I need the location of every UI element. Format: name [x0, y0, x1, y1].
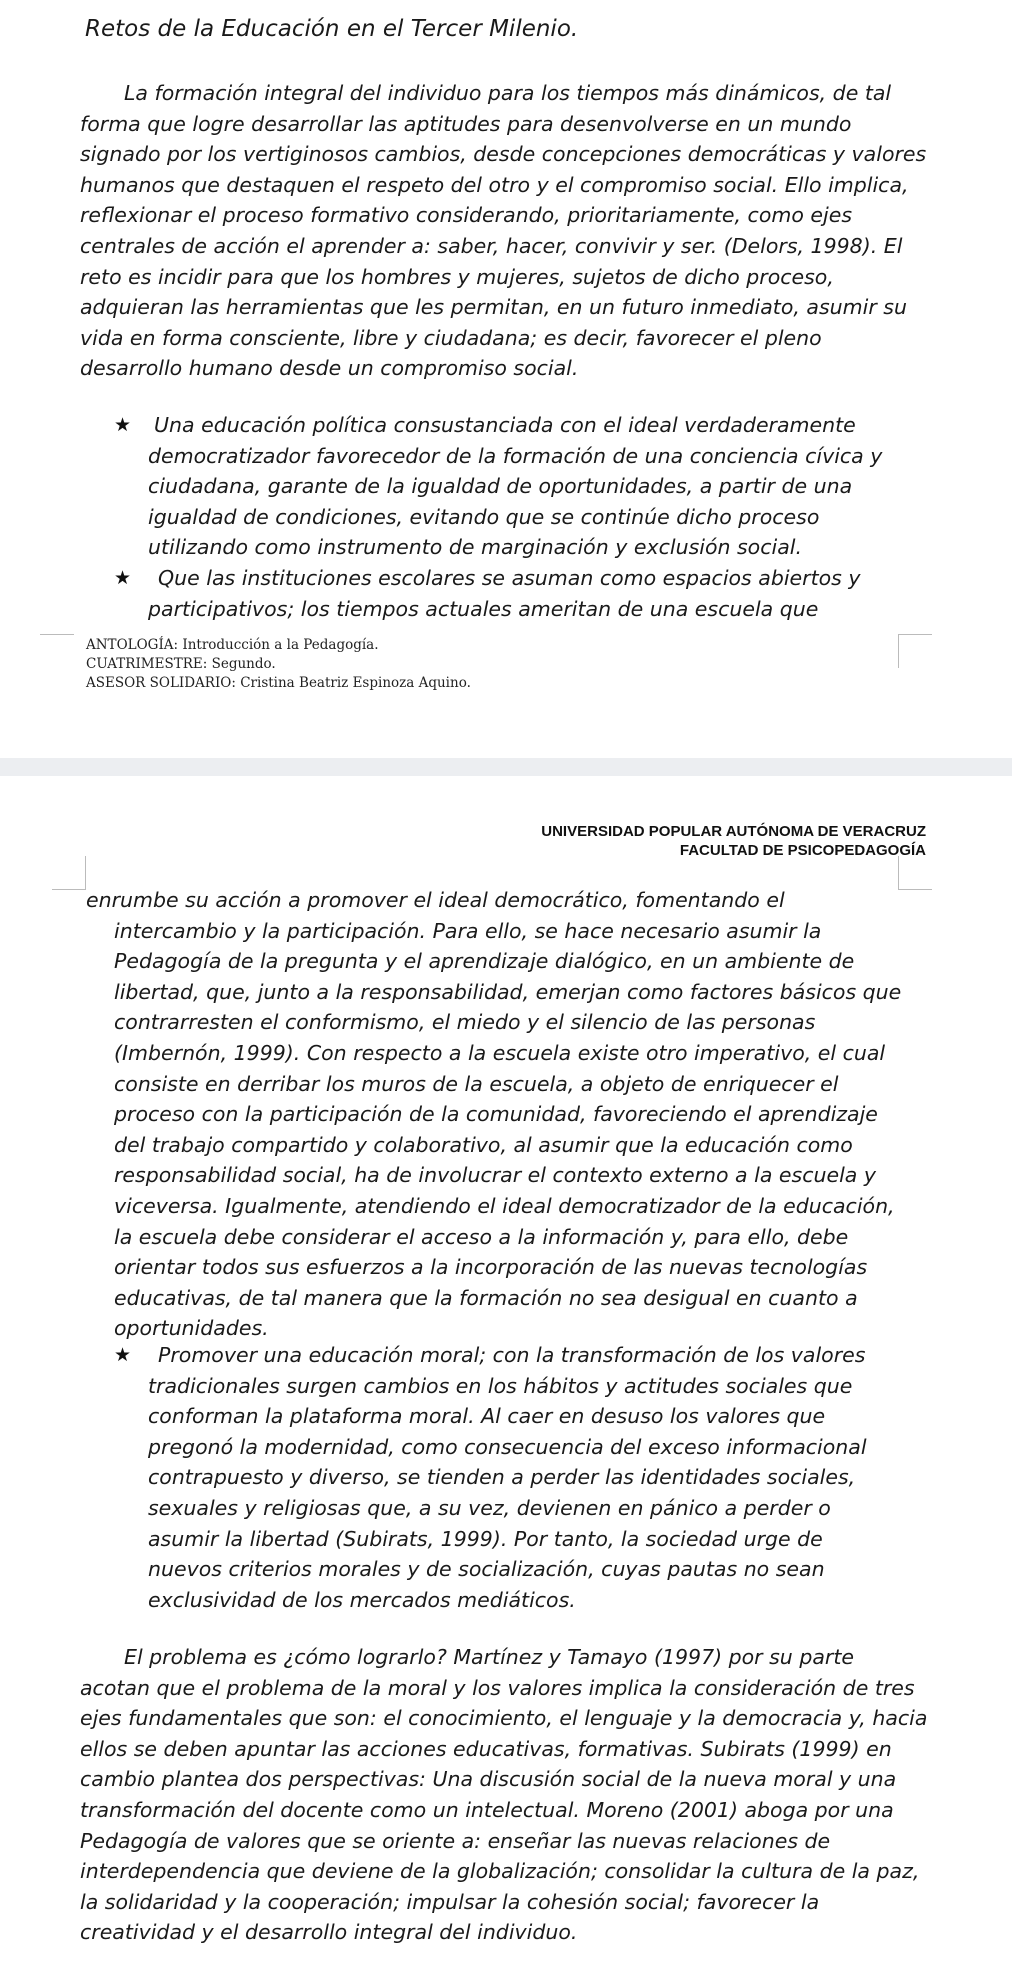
document-page-1	[0, 0, 1012, 758]
document-title: Retos de la Educación en el Tercer Milenio.	[85, 16, 579, 42]
bullet-text: Que las instituciones escolares se asuman como espacios abiertos y participativos; los tiempos actuales ameritan de una escuela que	[148, 565, 861, 621]
page-separator	[0, 758, 1012, 776]
star-bullet-icon: ★	[114, 1344, 132, 1366]
list-item	[114, 563, 900, 624]
page-header	[541, 822, 926, 860]
footer-asesor: ASESOR SOLIDARIO: Cristina Beatriz Espinoza Aquino.	[86, 675, 471, 691]
continuation-paragraph	[86, 885, 904, 1344]
page-corner-mark	[898, 634, 932, 668]
bullet-list-page-2	[114, 1340, 900, 1615]
bullet-text: Una educación política consustanciada con el ideal verdaderamente democratizador favorecedor de la formación de una conciencia cívica y ciudadana, garante de la igualdad de oportunidades, a partir de una igualdad de condiciones, evitando que se continúe dicho proceso utilizando como instrumento de marginación y exclusión social.	[148, 413, 883, 560]
bullet-list-page-1	[114, 410, 900, 624]
intro-paragraph: La formación integral del individuo para los tiempos más dinámicos, de tal forma que logre desarrollar las aptitudes para desenvolverse en un mundo signado por los vertiginosos cambios, desde concepciones democráticas y valores humanos que destaquen el respeto del otro y el compromiso social. Ello implica, reflexionar el proceso formativo considerando, prioritariamente, como ejes centrales de acción el aprender a: saber, hacer, convivir y ser. (Delors, 1998). El reto es incidir para que los hombres y mujeres, sujetos de dicho proceso, adquieran las herramientas que les permitan, en un futuro inmediato, asumir su vida en forma consciente, libre y ciudadana; es decir, favorecer el pleno desarrollo humano desde un compromiso social.	[80, 81, 927, 381]
continuation-text: enrumbe su acción a promover el ideal democrático, fomentando el intercambio y la participación. Para ello, se hace necesario asumir la Pedagogía de la pregunta y el aprendizaje dialógico, en un ambiente de libertad, que, junto a la responsabilidad, emerjan como factores básicos que contrarresten el conformismo, el miedo y el silencio de las personas (Imbernón, 1999). Con respecto a la escuela existe otro imperativo, el cual consiste en derribar los muros de la escuela, a objeto de enriquecer el proceso con la participación de la comunidad, favoreciendo el aprendizaje del trabajo compartido y colaborativo, al asumir que la educación como responsabilidad social, ha de involucrar el contexto externo a la escuela y viceversa. Igualmente, atendiendo el ideal democratizador de la educación, la escuela debe considerar el acceso a la información y, para ello, debe orientar todos sus esfuerzos a la incorporación de las nuevas tecnologías educativas, de tal manera que la formación no sea desigual en cuanto a oportunidades.	[86, 888, 902, 1341]
bullet-text: Promover una educación moral; con la transformación de los valores tradicionales surgen cambios en los hábitos y actitudes sociales que conforman la plataforma moral. Al caer en desuso los valores que pregonó la modernidad, como consecuencia del exceso informacional contrapuesto y diverso, se tienden a perder las identidades sociales, sexuales y religiosas que, a su vez, devienen en pánico a perder o asumir la libertad (Subirats, 1999). Por tanto, la sociedad urge de nuevos criterios morales y de socialización, cuyas pautas no sean exclusividad de los mercados mediáticos.	[148, 1343, 867, 1612]
star-bullet-icon: ★	[114, 414, 132, 436]
list-item	[114, 1340, 900, 1615]
header-university: UNIVERSIDAD POPULAR AUTÓNOMA DE VERACRUZ	[541, 823, 926, 840]
header-faculty: FACULTAD DE PSICOPEDAGOGÍA	[679, 842, 926, 859]
closing-paragraph: El problema es ¿cómo lograrlo? Martínez y Tamayo (1997) por su parte acotan que el problema de la moral y los valores implica la consideración de tres ejes fundamentales que son: el conocimiento, el lenguaje y la democracia y, hacia ellos se deben apuntar las acciones educativas, formativas. Subirats (1999) en cambio plantea dos perspectivas: Una discusión social de la nueva moral y una transformación del docente como un intelectual. Moreno (2001) aboga por una Pedagogía de valores que se oriente a: enseñar las nuevas relaciones de interdependencia que deviene de la globalización; consolidar la cultura de la paz, la solidaridad y la cooperación; impulsar la cohesión social; favorecer la creatividad y el desarrollo integral del individuo.	[80, 1645, 928, 1945]
page-corner-mark	[40, 634, 74, 668]
page-footer	[86, 636, 471, 693]
page-corner-mark	[52, 856, 86, 890]
footer-antologia: ANTOLOGÍA: Introducción a la Pedagogía.	[86, 637, 379, 653]
star-bullet-icon: ★	[114, 566, 132, 589]
list-item	[114, 410, 900, 563]
footer-cuatrimestre: CUATRIMESTRE: Segundo.	[86, 656, 276, 672]
